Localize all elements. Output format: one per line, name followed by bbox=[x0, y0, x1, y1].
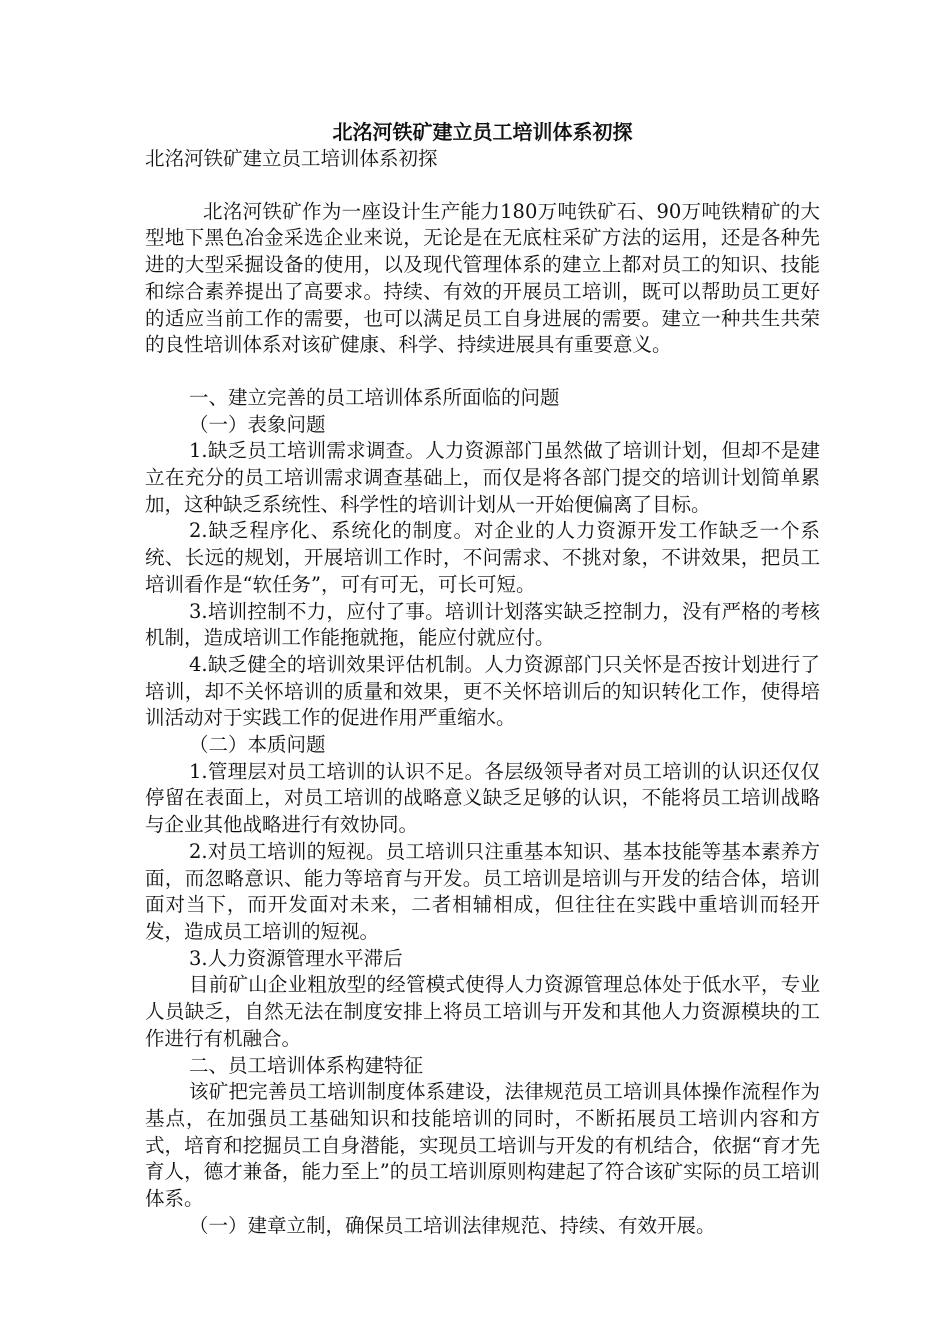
section-1-sub-1-item-1: 1.缺乏员工培训需求调查。人力资源部门虽然做了培训计划，但却不是建立在充分的员工培训需求调查基础上，而仅是将各部门提交的培训计划简单累加，这种缺乏系统性、科学性的培训计划从一开始便偏离了目标。 bbox=[145, 439, 820, 516]
section-1-heading: 一、建立完善的员工培训体系所面临的问题 bbox=[189, 385, 560, 409]
section-1-sub-2-item-3-heading: 3.人力资源管理水平滞后 bbox=[189, 946, 403, 970]
document-subtitle: 北洺河铁矿建立员工培训体系初探 bbox=[145, 147, 438, 170]
section-1-sub-2-item-3: 目前矿山企业粗放型的经管模式使得人力资源管理总体处于低水平，专业人员缺乏，自然无法在制度安排上将员工培训与开发和其他人力资源模块的工作进行有机融合。 bbox=[145, 973, 820, 1050]
section-2-paragraph: 该矿把完善员工培训制度体系建设，法律规范员工培训具体操作流程作为基点，在加强员工基础知识和技能培训的同时，不断拓展员工培训内容和方式，培育和挖掘员工自身潜能，实现员工培训与开发的有机结合，依据“育才先育人，德才兼备，能力至上”的员工培训原则构建起了符合该矿实际的员工培训体系。 bbox=[145, 1080, 820, 1211]
intro-paragraph: 北洺河铁矿作为一座设计生产能力180万吨铁矿石、90万吨铁精矿的大型地下黑色冶金采选企业来说，无论是在无底柱采矿方法的运用，还是各种先进的大型采掘设备的使用，以及现代管理体系的建立上都对员工的知识、技能和综合素养提出了高要求。持续、有效的开展员工培训，既可以帮助员工更好的适应当前工作的需要，也可以满足员工自身进展的需要。建立一种共生共荣的良性培训体系对该矿健康、科学、持续进展具有重要意义。 bbox=[145, 199, 820, 357]
document-title: 北洺河铁矿建立员工培训体系初探 bbox=[332, 120, 633, 144]
section-1-sub-2-heading: （二）本质问题 bbox=[189, 733, 326, 757]
spacer bbox=[145, 359, 820, 385]
section-1-sub-1-item-4: 4.缺乏健全的培训效果评估机制。人力资源部门只关怀是否按计划进行了培训，却不关怀培训的质量和效果，更不关怀培训后的知识转化工作，使得培训活动对于实践工作的促进作用严重缩水。 bbox=[145, 652, 820, 730]
section-1-sub-1-item-3: 3.培训控制不力，应付了事。培训计划落实缺乏控制力，没有严格的考核机制，造成培训工作能拖就拖，能应付就应付。 bbox=[145, 599, 820, 650]
section-1-sub-1-item-2: 2.缺乏程序化、系统化的制度。对企业的人力资源开发工作缺乏一个系统、长远的规划，开展培训工作时，不问需求、不挑对象，不讲效果，把员工培训看作是“软任务”，可有可无，可长可短。 bbox=[145, 519, 820, 596]
section-2-heading: 二、员工培训体系构建特征 bbox=[189, 1053, 424, 1077]
section-1-sub-2-item-1: 1.管理层对员工培训的认识不足。各层级领导者对员工培训的认识还仅仅停留在表面上，对员工培训的战略意义缺乏足够的认识，不能将员工培训战略与企业其他战略进行有效协同。 bbox=[145, 759, 820, 837]
section-2-sub-1-heading: （一）建章立制，确保员工培训法律规范、持续、有效开展。 bbox=[189, 1213, 716, 1237]
section-1-sub-2-item-2: 2.对员工培训的短视。员工培训只注重基本知识、基本技能等基本素养方面，而忽略意识、能力等培育与开发。员工培训是培训与开发的结合体，培训面对当下，而开发面对未来，二者相辅相成，但往往在实践中重培训而轻开发，造成员工培训的短视。 bbox=[145, 839, 820, 943]
section-1-sub-1-heading: （一）表象问题 bbox=[189, 412, 326, 436]
